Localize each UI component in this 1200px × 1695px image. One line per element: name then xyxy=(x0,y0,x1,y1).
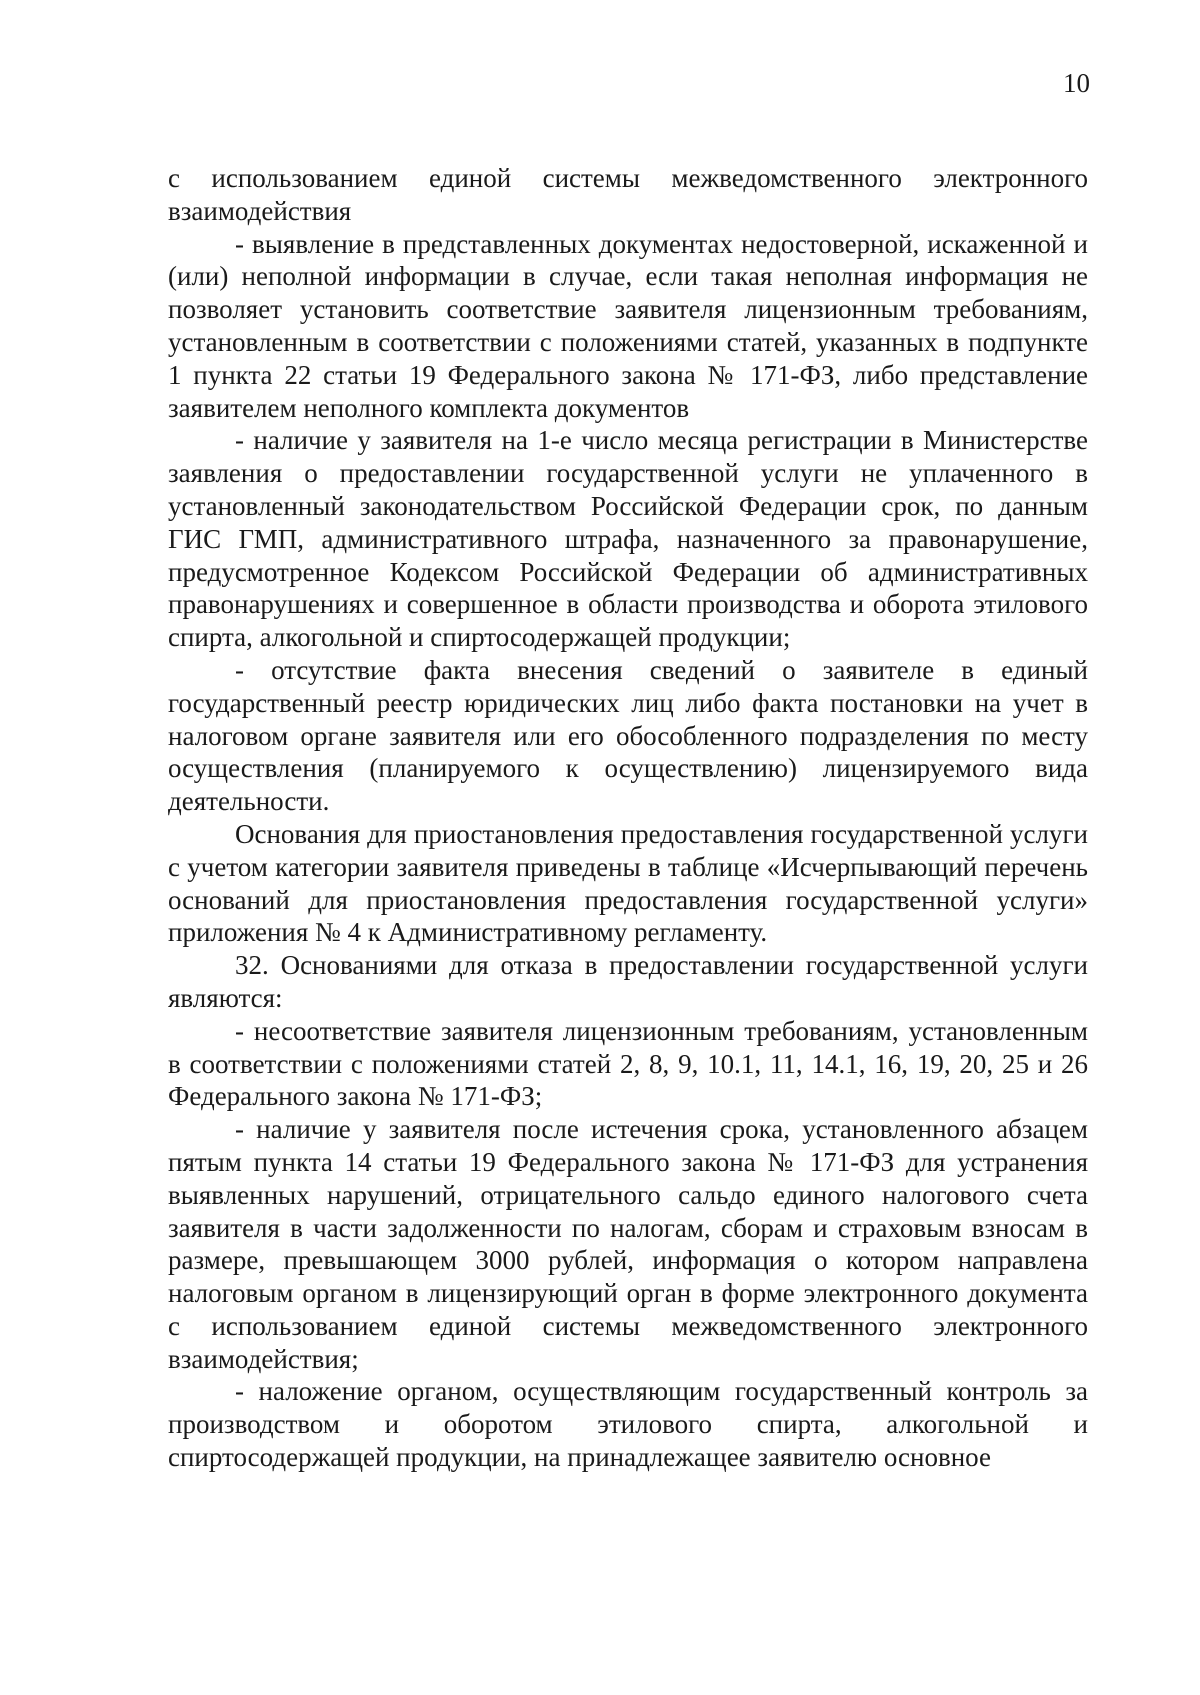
paragraph-item-no-registry: - отсутствие факта внесения сведений о заявителе в единый государственный реестр юридических лиц либо факта постановки на учет в налоговом органе заявителя или его обособленного подразделения по месту осуществления (планируемого к осуществлению) лицензируемого вида деятельности. xyxy=(168,654,1088,817)
paragraph-continuation: с использованием единой системы межведомственного электронного взаимодействия xyxy=(168,163,1088,226)
paragraph-item-unreliable-info: - выявление в представленных документах недостоверной, искаженной и (или) неполной информации в случае, если такая неполная информация не позволяет установить соответствие заявителя лицензионным требованиям, установленным в соответствии с положениями статей, указанных в подпункте 1 пункта 22 статьи 19 Федерального закона № 171-ФЗ, либо представление заявителем неполного комплекта документов xyxy=(168,228,1088,423)
paragraph-item-seizure: - наложение органом, осуществляющим государственный контроль за производством и оборотом этилового спирта, алкогольной и спиртосодержащей продукции, на принадлежащее заявителю основное xyxy=(168,1376,1088,1473)
document-body xyxy=(168,162,1088,1474)
paragraph-item-negative-balance: - наличие у заявителя после истечения срока, установленного абзацем пятым пункта 14 статьи 19 Федерального закона № 171-ФЗ для устранения выявленных нарушений, отрицательного сальдо единого налогового счета заявителя в части задолженности по налогам, сборам и страховым взносам в размере, превышающем 3000 рублей, информация о котором направлена налоговым органом в лицензирующий орган в форме электронного документа с использованием единой системы межведомственного электронного взаимодействия; xyxy=(168,1114,1088,1374)
paragraph-item-unpaid-fine: - наличие у заявителя на 1-е число месяца регистрации в Министерстве заявления о предоставлении государственной услуги не уплаченного в установленный законодательством Российской Федерации срок, по данным ГИС ГМП, административного штрафа, назначенного за правонарушение, предусмотренное Кодексом Российской Федерации об административных правонарушениях и совершенное в области производства и оборота этилового спирта, алкогольной и спиртосодержащей продукции; xyxy=(168,425,1088,653)
paragraph-item-noncompliance: - несоответствие заявителя лицензионным требованиям, установленным в соответствии с положениями статей 2, 8, 9, 10.1, 11, 14.1, 16, 19, 20, 25 и 26 Федерального закона № 171-ФЗ; xyxy=(168,1015,1088,1112)
paragraph-suspension-grounds: Основания для приостановления предоставления государственной услуги с учетом категории заявителя приведены в таблице «Исчерпывающий перечень оснований для приостановления предоставления государственной услуги» приложения № 4 к Административному регламенту. xyxy=(168,818,1088,948)
page-number: 10 xyxy=(1063,68,1090,98)
paragraph-refusal-heading: 32. Основаниями для отказа в предоставлении государственной услуги являются: xyxy=(168,950,1088,1013)
